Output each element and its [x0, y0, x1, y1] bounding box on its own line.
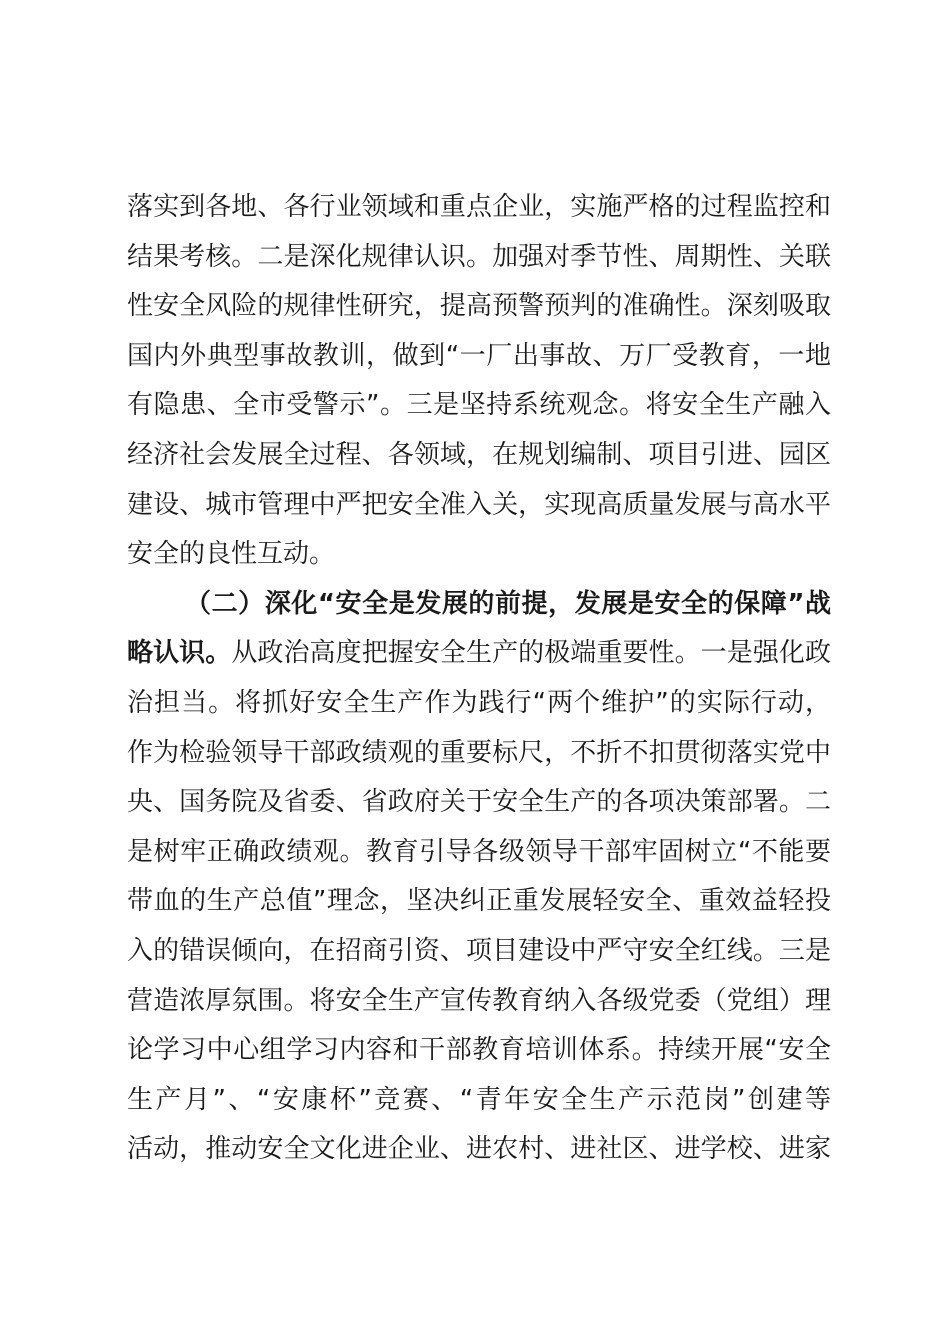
text-line: 经济社会发展全过程、各领域，在规划编制、项目引进、园区: [127, 439, 831, 470]
text-line: 入的错误倾向，在招商引资、项目建设中严守安全红线。三是: [127, 935, 831, 966]
section-heading-continuation: 略认识。: [127, 638, 232, 669]
text-line: 论学习中心组学习内容和干部教育培训体系。持续开展“安全: [127, 1035, 831, 1066]
text-line: [127, 629, 831, 679]
text-span: 从政治高度把握安全生产的极端重要性。一是强化政: [231, 638, 831, 669]
text-line: 央、国务院及省委、省政府关于安全生产的各项决策部署。二: [127, 787, 831, 818]
text-line: 活动，推动安全文化进企业、进农村、进社区、进学校、进家: [127, 1134, 831, 1165]
text-line: 作为检验领导干部政绩观的重要标尺，不折不扣贯彻落实党中: [127, 737, 831, 768]
document-body: [127, 183, 831, 1175]
text-line: 营造浓厚氛围。将安全生产宣传教育纳入各级党委（党组）理: [127, 985, 831, 1016]
text-line: 性安全风险的规律性研究，提高预警预判的准确性。深刻吸取: [127, 291, 831, 322]
section-heading: （二）深化“安全是发展的前提，发展是安全的保障”战: [185, 588, 831, 619]
text-line: 是树牢正确政绩观。教育引导各级领导干部牢固树立“不能要: [127, 836, 831, 867]
text-line: 有隐患、全市受警示”。三是坚持系统观念。将安全生产融入: [127, 390, 831, 421]
text-line: 结果考核。二是深化规律认识。加强对季节性、周期性、关联: [127, 241, 831, 272]
text-line: 落实到各地、各行业领域和重点企业，实施严格的过程监控和: [127, 192, 831, 222]
text-line: 国内外典型事故教训，做到“一厂出事故、万厂受教育，一地: [127, 340, 831, 371]
paragraph-2: [127, 580, 831, 1175]
text-line: 带血的生产总值”理念，坚决纠正重发展轻安全、重效益轻投: [127, 886, 831, 917]
text-line: 治担当。将抓好安全生产作为践行“两个维护”的实际行动，: [127, 687, 831, 718]
text-line: 建设、城市管理中严把安全准入关，实现高质量发展与高水平: [127, 489, 831, 520]
text-line: 生产月”、“安康杯”竞赛、“青年安全生产示范岗”创建等: [127, 1084, 831, 1115]
text-line: 安全的良性互动。: [127, 539, 336, 570]
paragraph-1: [127, 183, 831, 580]
